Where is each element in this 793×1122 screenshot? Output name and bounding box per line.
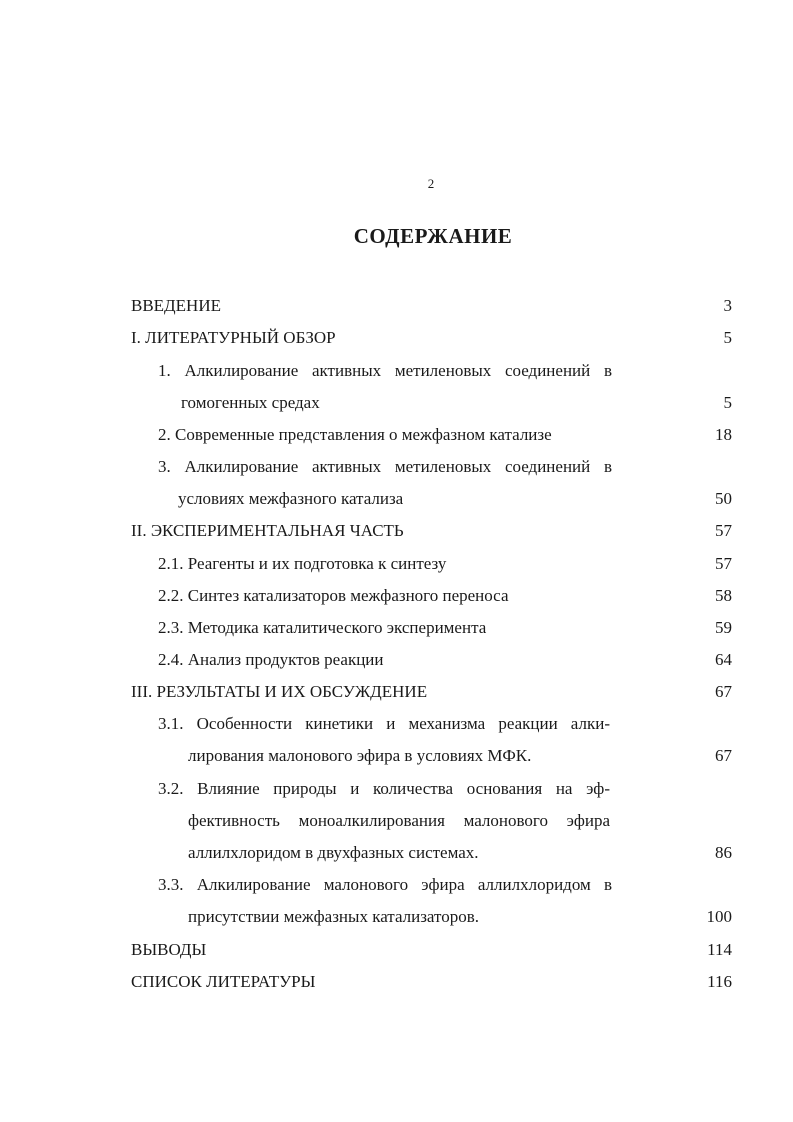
toc-item-part2-label[interactable]: II. ЭКСПЕРИМЕНТАЛЬНАЯ ЧАСТЬ: [131, 521, 404, 540]
toc-item-s3-1-line2[interactable]: лирования малонового эфира в условиях МФК.: [188, 746, 532, 765]
toc-item-references-page: 116: [707, 972, 732, 991]
toc-item-s2-4-page: 64: [715, 650, 732, 669]
toc-item-s2-3-page: 59: [715, 618, 732, 637]
toc-item-s3-3-line1[interactable]: 3.3. Алкилирование малонового эфира аллилхлоридом в: [158, 875, 612, 894]
toc-item-s3-1-line1[interactable]: 3.1. Особенности кинетики и механизма реакции алки-: [158, 714, 610, 733]
toc-item-s1-2-label[interactable]: 2. Современные представления о межфазном катализе: [158, 425, 552, 444]
toc-item-s2-4-label[interactable]: 2.4. Анализ продуктов реакции: [158, 650, 384, 669]
toc-item-s1-2-page: 18: [715, 425, 732, 444]
toc-item-s2-1-page: 57: [715, 554, 732, 573]
toc-item-s3-2-line2[interactable]: фективность моноалкилирования малонового эфира: [188, 811, 610, 830]
toc-item-s1-1-line1[interactable]: 1. Алкилирование активных метиленовых соединений в: [158, 361, 612, 380]
toc-item-conclusions-page: 114: [707, 940, 732, 959]
toc-item-s1-1-line2[interactable]: гомогенных средах: [181, 393, 320, 412]
toc-item-part3-label[interactable]: III. РЕЗУЛЬТАТЫ И ИХ ОБСУЖДЕНИЕ: [131, 682, 428, 701]
toc-item-intro-label[interactable]: ВВЕДЕНИЕ: [131, 296, 221, 315]
toc-item-part2-page: 57: [715, 521, 732, 540]
toc-item-intro-page: 3: [723, 296, 732, 315]
page-title: СОДЕРЖАНИЕ: [353, 224, 513, 248]
toc-item-references-label[interactable]: СПИСОК ЛИТЕРАТУРЫ: [131, 972, 316, 991]
toc-item-s1-3-page: 50: [715, 489, 732, 508]
toc-item-part1-label[interactable]: I. ЛИТЕРАТУРНЫЙ ОБЗОР: [131, 328, 336, 347]
toc-item-part1-page: 5: [723, 328, 732, 347]
toc-item-s3-3-line2[interactable]: присутствии межфазных катализаторов.: [188, 907, 480, 926]
page-number: 2: [427, 176, 435, 191]
toc-item-s1-3-line2[interactable]: условиях межфазного катализа: [178, 489, 404, 508]
toc-item-s3-2-page: 86: [715, 843, 732, 862]
toc-item-s2-1-label[interactable]: 2.1. Реагенты и их подготовка к синтезу: [158, 554, 447, 573]
toc-item-s3-1-page: 67: [715, 746, 732, 765]
toc-item-s1-1-page: 5: [723, 393, 732, 412]
toc-item-s3-3-page: 100: [706, 907, 732, 926]
toc-item-s3-2-line3[interactable]: аллилхлоридом в двухфазных системах.: [188, 843, 479, 862]
toc-item-s2-2-page: 58: [715, 586, 732, 605]
toc-item-s2-3-label[interactable]: 2.3. Методика каталитического эксперимента: [158, 618, 487, 637]
toc-item-s3-2-line1[interactable]: 3.2. Влияние природы и количества основания на эф-: [158, 779, 610, 798]
toc-item-conclusions-label[interactable]: ВЫВОДЫ: [131, 940, 207, 959]
toc-item-s2-2-label[interactable]: 2.2. Синтез катализаторов межфазного переноса: [158, 586, 509, 605]
toc-item-s1-3-line1[interactable]: 3. Алкилирование активных метиленовых соединений в: [158, 457, 612, 476]
toc-item-part3-page: 67: [715, 682, 732, 701]
